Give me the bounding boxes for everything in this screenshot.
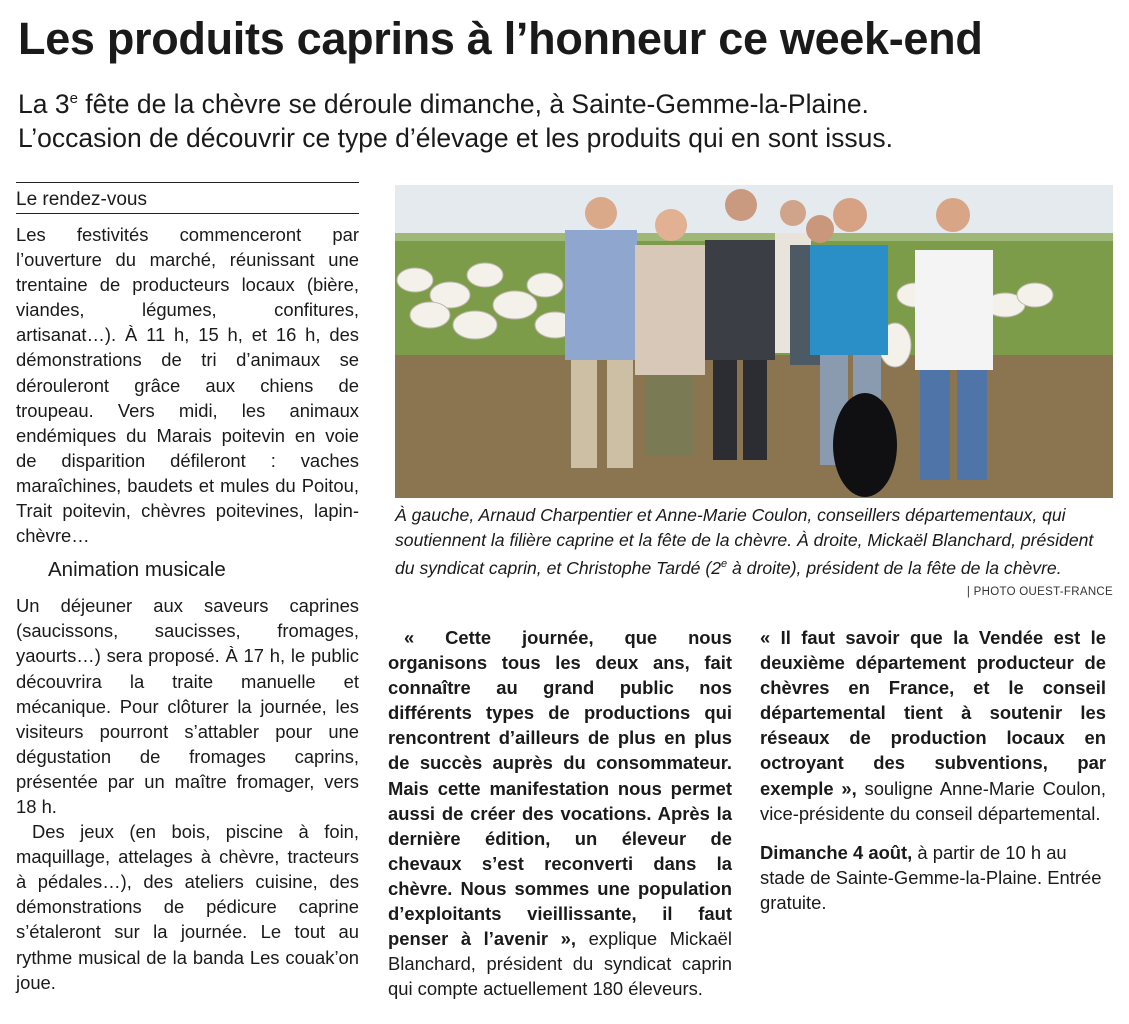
sidebar-paragraph: Un déjeuner aux saveurs caprines (saucissons, saucisses, fromages, yaourts…) sera proposé. À 17 h, le public découvrira la traite manuelle et mécanique. Pour clôturer la journée, les visiteurs pourront s’attabler pour une dégustation de fromages caprins, présentée par un maître fromager, vers 18 h. bbox=[16, 595, 359, 817]
sidebar-kicker: Le rendez-vous bbox=[16, 183, 359, 214]
standfirst-line-2: L’occasion de découvrir ce type d’élevage et les produits qui en sont issus. bbox=[18, 122, 894, 153]
attribution-text: explique Mickaël Blanchard, président du syndicat caprin qui compte actuellement 180 éleveurs. bbox=[388, 928, 732, 1000]
standfirst-line-1 bbox=[18, 82, 1118, 121]
body-column-2 bbox=[388, 625, 732, 1001]
ordinal-suffix: e bbox=[69, 90, 78, 107]
quote-text: « Il faut savoir que la Vendée est le deuxième département producteur de chèvres en France, et le conseil départemental tient à soutenir les réseaux de production locaux en octroyant des subventions, par exemple », bbox=[760, 627, 1106, 799]
body-column-3 bbox=[760, 625, 1106, 915]
event-details: à partir de 10 h au stade de Sainte-Gemme-la-Plaine. Entrée gratuite. bbox=[760, 841, 1102, 913]
photo-illustration bbox=[395, 185, 1113, 498]
photo-caption bbox=[395, 503, 1113, 581]
standfirst bbox=[18, 82, 1118, 155]
caption-text: à droite), président de la fête de la chèvre. bbox=[727, 558, 1062, 579]
photo-credit: | PHOTO OUEST-FRANCE bbox=[966, 586, 1113, 598]
sidebar-column bbox=[16, 182, 359, 995]
ordinal-suffix: e bbox=[721, 558, 728, 571]
standfirst-text: fête de la chèvre se déroule dimanche, à Sainte-Gemme-la-Plaine. bbox=[77, 88, 869, 119]
sidebar-paragraph: Les festivités commenceront par l’ouverture du marché, réunissant une trentaine de producteurs locaux (bière, viandes, légumes, confitures, artisanat…). À 11 h, 15 h, et 16 h, des démonstrations de tri d’animaux se dérouleront grâce aux chiens de troupeau. Vers midi, les animaux endémiques du Marais poitevin en voie de disparition défileront : vaches maraîchines, baudets et mules du Poitou, Trait poitevin, chèvres poitevines, lapin-chèvre… bbox=[16, 224, 359, 547]
body-paragraph bbox=[388, 625, 732, 1001]
news-photo bbox=[395, 185, 1113, 498]
body-paragraph bbox=[760, 625, 1106, 826]
caption-text: À gauche, Arnaud Charpentier et Anne-Marie Coulon, conseillers départementaux, qui soutiennent la filière caprine et la fête de la chèvre. À droite, Mickaël Blanchard, président du syndicat caprin, et Christophe Tardé (2 bbox=[395, 505, 1094, 579]
sidebar-subhead: Animation musicale bbox=[48, 558, 226, 582]
attribution-text: souligne Anne-Marie Coulon, vice-présidente du conseil départemental. bbox=[760, 777, 1106, 824]
sidebar-paragraph: Des jeux (en bois, piscine à foin, maquillage, attelages à chèvre, tracteurs à pédales…), des ateliers cuisine, des démonstrations de pédicure caprine s’étaleront sur la journée. Le tout au rythme musical de la banda Les couak’on joue. bbox=[16, 821, 359, 993]
standfirst-text: La 3 bbox=[18, 88, 70, 119]
event-info bbox=[760, 840, 1106, 915]
headline: Les produits caprins à l’honneur ce week-end bbox=[18, 13, 983, 64]
event-date: Dimanche 4 août, bbox=[760, 841, 913, 863]
quote-text: « Cette journée, que nous organisons tous les deux ans, fait connaître au grand public nos différents types de productions qui rencontrent d’ailleurs de plus en plus de succès auprès du consommateur. Mais cette manifestation nous permet aussi de créer des vocations. Après la dernière édition, un éleveur de chevaux s’est reconverti dans la chèvre. Nous sommes une population d’exploitants vieillissante, il faut penser à l’avenir », bbox=[388, 627, 732, 950]
